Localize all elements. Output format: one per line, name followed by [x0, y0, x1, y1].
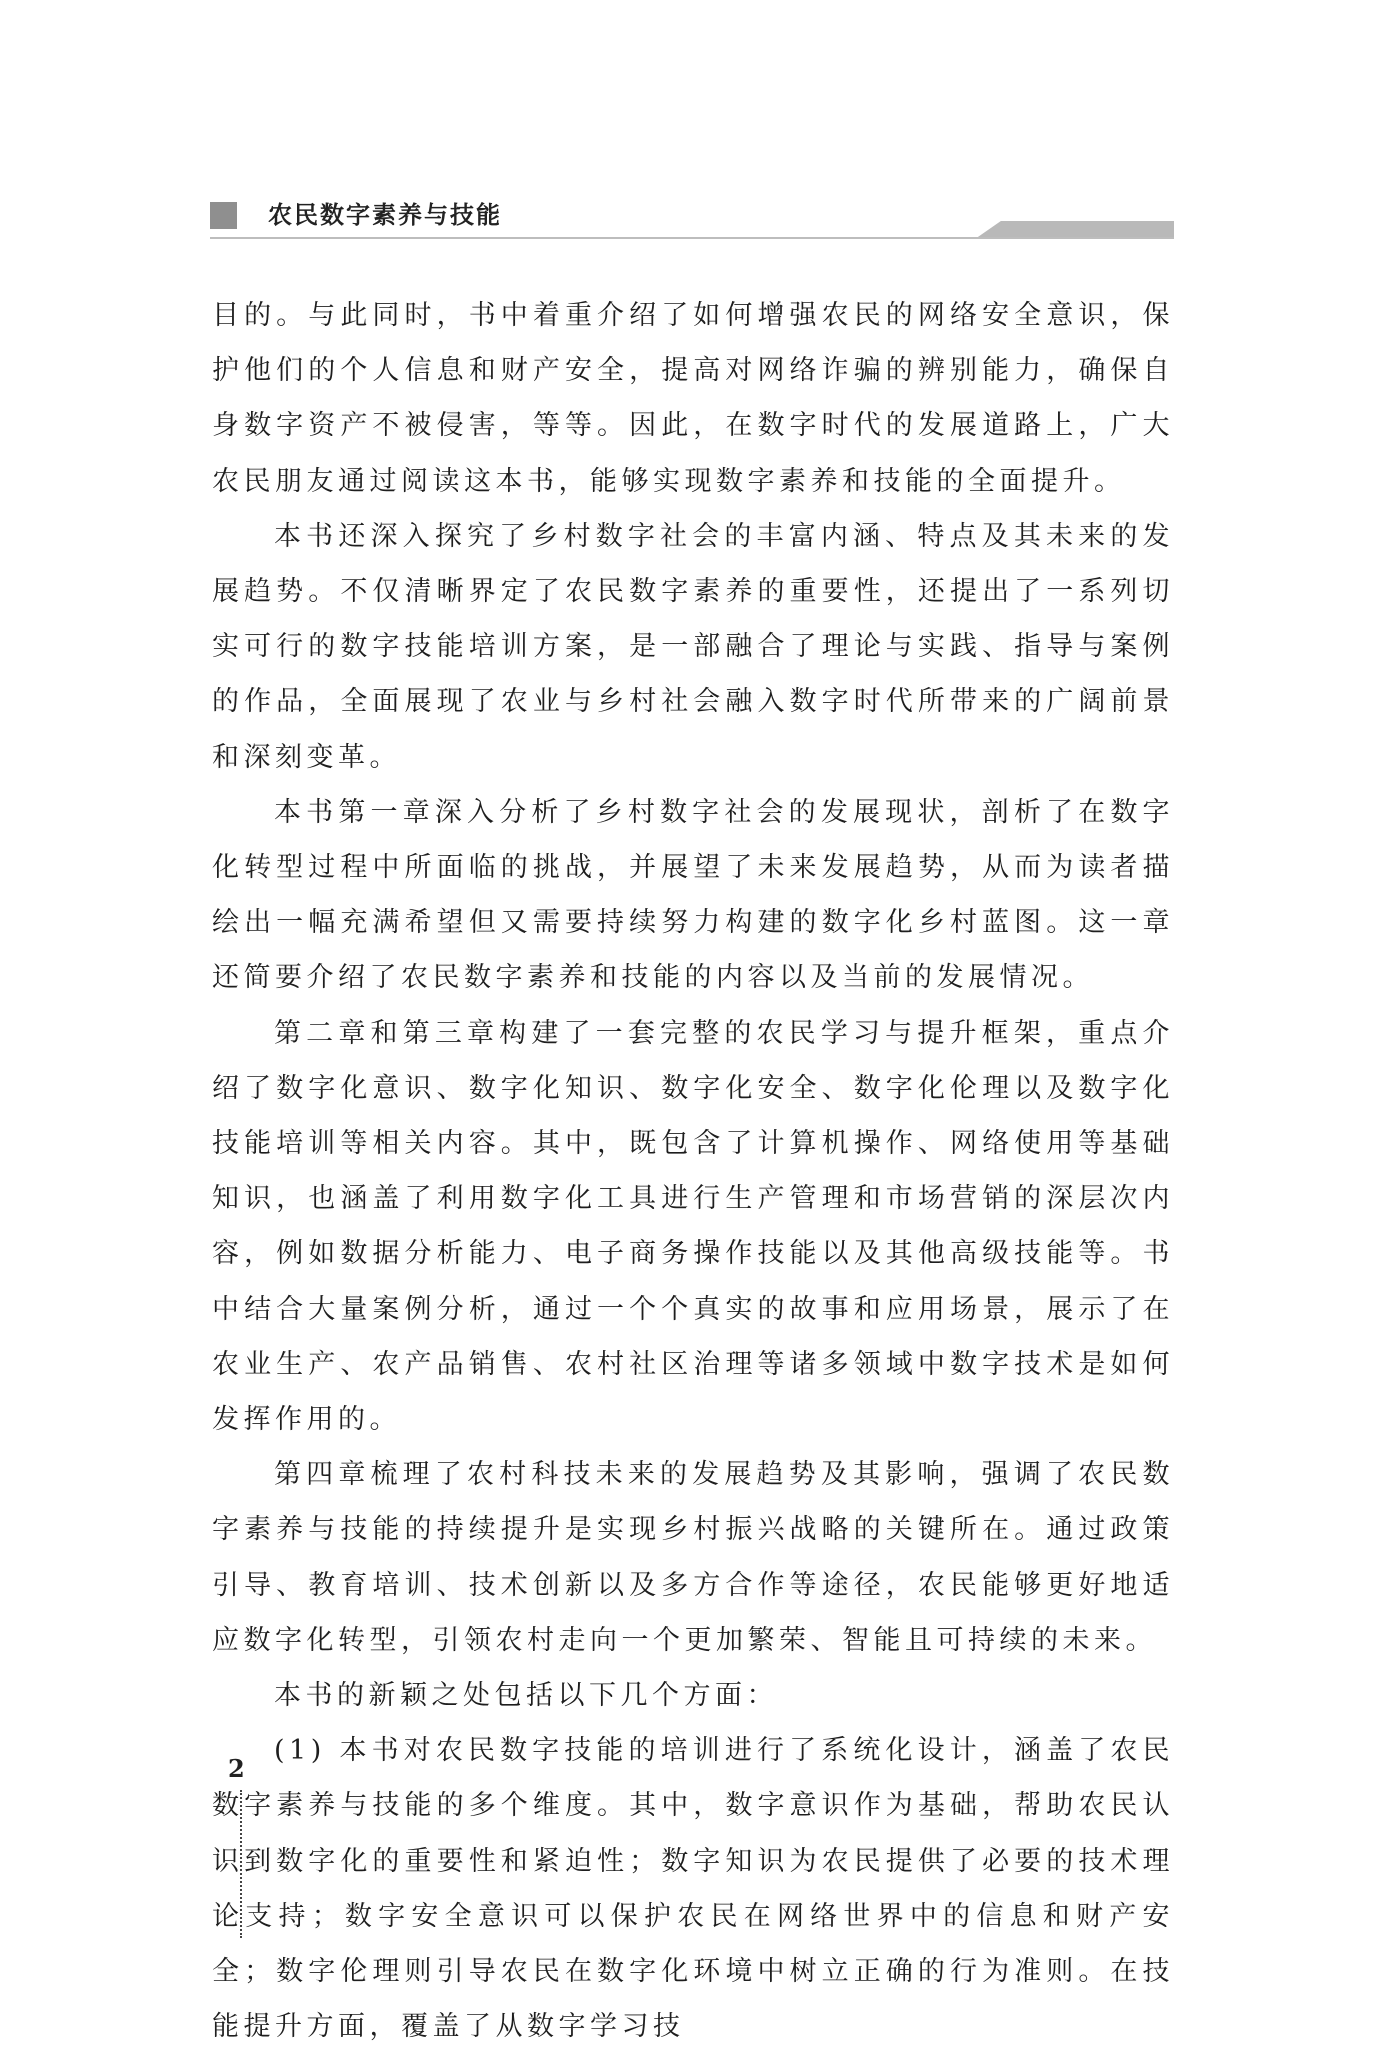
header-square-mark — [210, 202, 237, 229]
page-number: 2 — [228, 1754, 245, 1783]
paragraph: 目的。与此同时，书中着重介绍了如何增强农民的网络安全意识，保护他们的个人信息和财产安全，提高对网络诈骗的辨别能力，确保自身数字资产不被侵害，等等。因此，在数字时代的发展道路上，广大农民朋友通过阅读这本书，能够实现数字素养和技能的全面提升。 — [212, 300, 1174, 497]
page-number-dotted-line — [240, 1790, 242, 1938]
paragraph: 本书第一章深入分析了乡村数字社会的发展现状，剖析了在数字化转型过程中所面临的挑战，并展望了未来发展趋势，从而为读者描绘出一幅充满希望但又需要持续努力构建的数字化乡村蓝图。这一章还简要介绍了农民数字素养和技能的内容以及当前的发展情况。 — [212, 796, 1174, 994]
header-rule — [210, 237, 1174, 239]
body-text — [212, 288, 1174, 2055]
paragraph: 第二章和第三章构建了一套完整的农民学习与提升框架，重点介绍了数字化意识、数字化知识、数字化安全、数字化伦理以及数字化技能培训等相关内容。其中，既包含了计算机操作、网络使用等基础知识，也涵盖了利用数字化工具进行生产管理和市场营销的深层次内容，例如数据分析能力、电子商务操作技能以及其他高级技能等。书中结合大量案例分析，通过一个个真实的故事和应用场景，展示了在农业生产、农产品销售、农村社区治理等诸多领域中数字技术是如何发挥作用的。 — [212, 1017, 1174, 1436]
paragraph: 本书的新颖之处包括以下几个方面： — [274, 1680, 778, 1712]
paragraph: 第四章梳理了农村科技未来的发展趋势及其影响，强调了农民数字素养与技能的持续提升是实现乡村振兴战略的关键所在。通过政策引导、教育培训、技术创新以及多方合作等途径，农民能够更好地适应数字化转型，引领农村走向一个更加繁荣、智能且可持续的未来。 — [212, 1459, 1174, 1656]
paragraph: (1) 本书对农民数字技能的培训进行了系统化设计，涵盖了农民数字素养与技能的多个维度。其中，数字意识作为基础，帮助农民认识到数字化的重要性和紧迫性；数字知识为农民提供了必要的技术理论支持；数字安全意识可以保护农民在网络世界中的信息和财产安全；数字伦理则引导农民在数字化环境中树立正确的行为准则。在技能提升方面，覆盖了从数字学习技 — [212, 1735, 1174, 2043]
paragraph: 本书还深入探究了乡村数字社会的丰富内涵、特点及其未来的发展趋势。不仅清晰界定了农民数字素养的重要性，还提出了一系列切实可行的数字技能培训方案，是一部融合了理论与实践、指导与案例的作品，全面展现了农业与乡村社会融入数字时代所带来的广阔前景和深刻变革。 — [212, 520, 1174, 773]
running-header-title: 农民数字素养与技能 — [268, 201, 502, 229]
